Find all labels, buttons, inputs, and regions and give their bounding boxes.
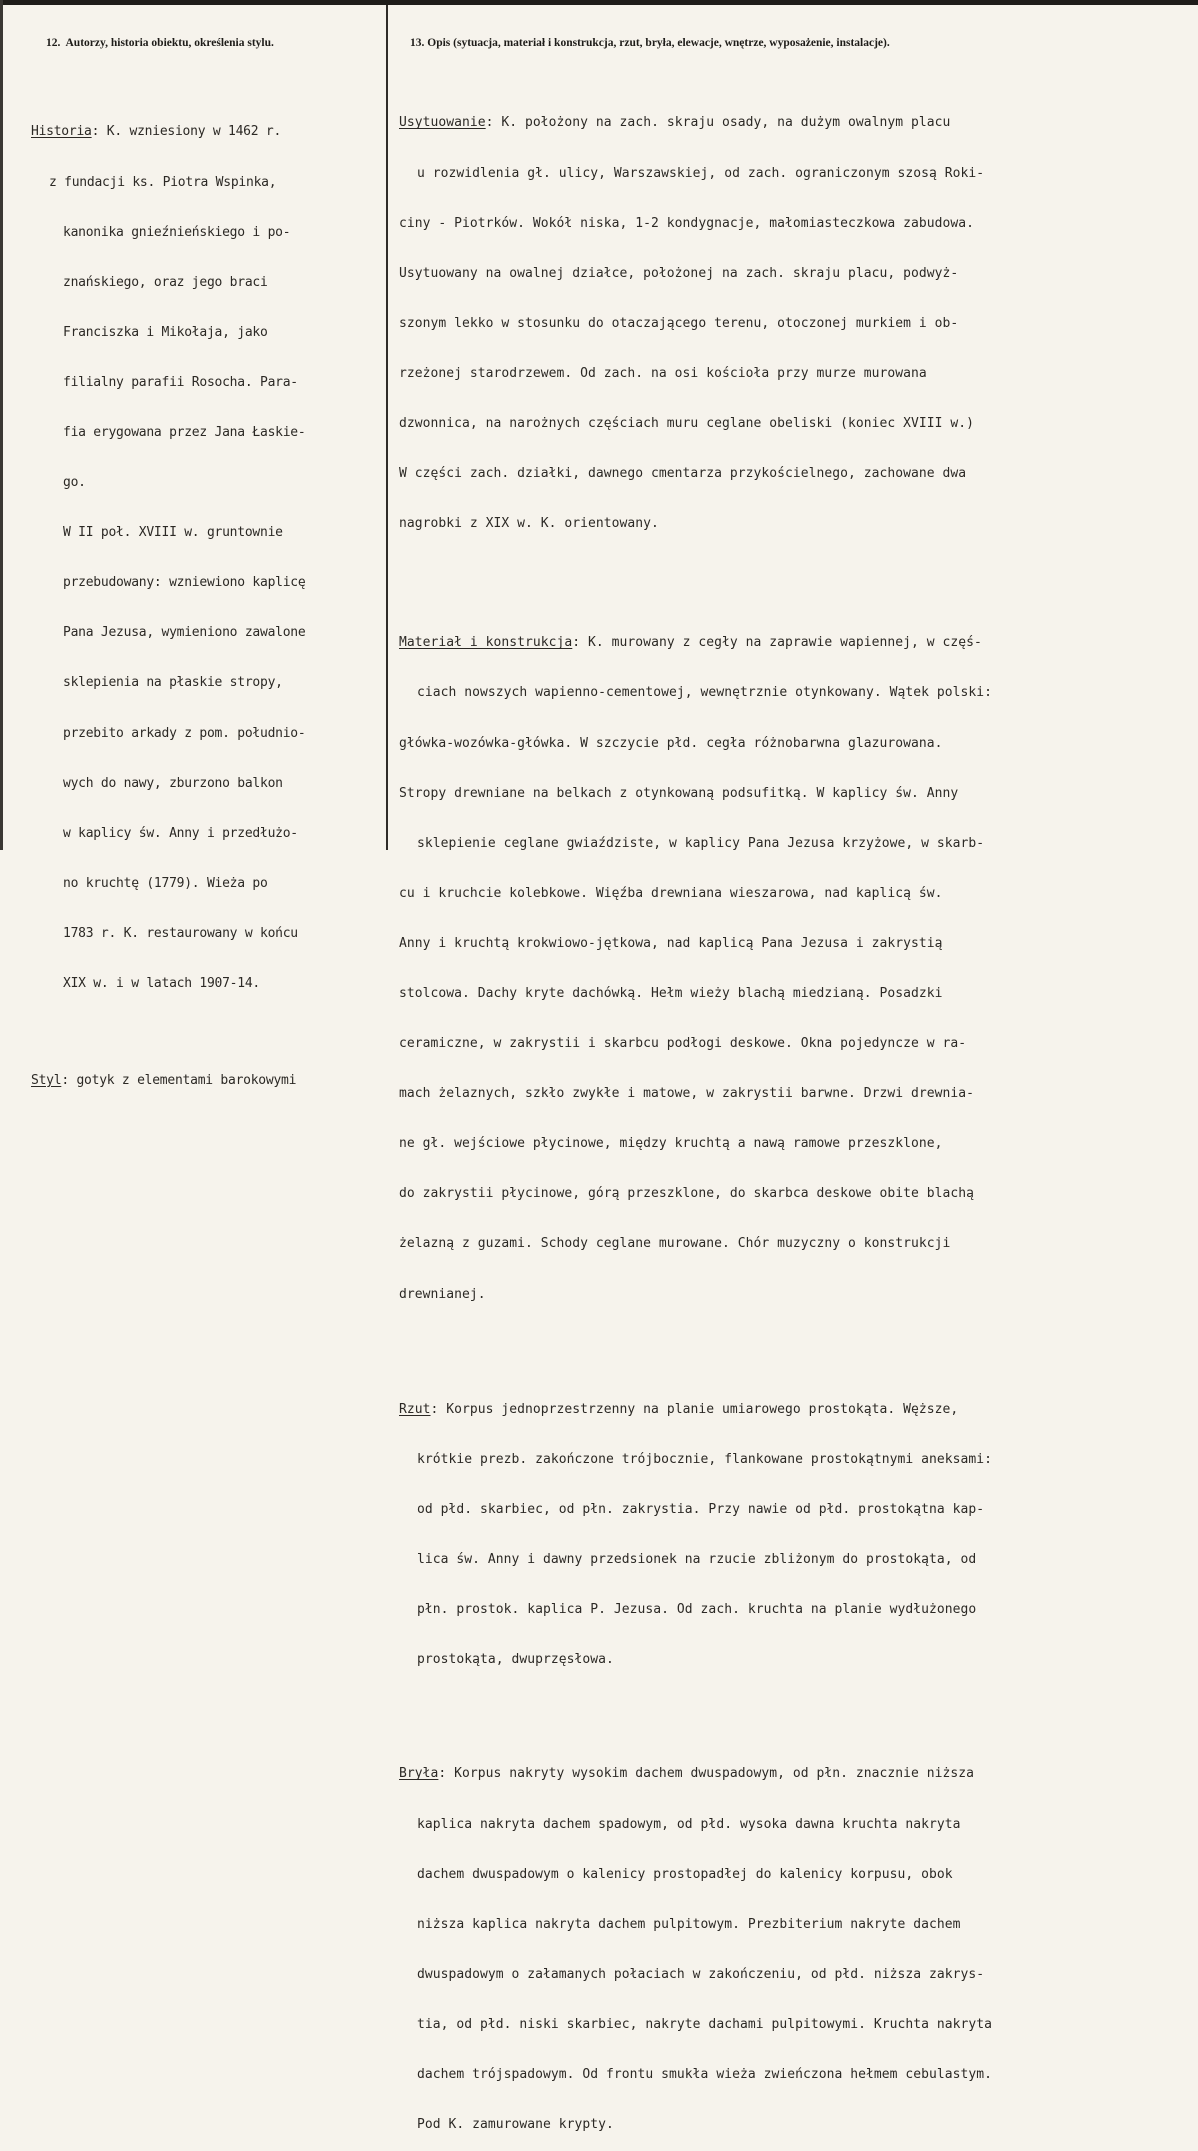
material-line: Stropy drewniane na belkach z otynkowaną podsufitką. W kaplicy św. Anny [399, 785, 959, 801]
column-divider [386, 5, 388, 850]
material-label: Materiał i konstrukcja [399, 635, 573, 651]
section-12-number: 12. [46, 37, 61, 49]
rzut-line: : Korpus jednoprzestrzenny na planie umiarowego prostokąta. Węższe, [430, 1401, 959, 1417]
usytuowanie-line: Usytuowany na owalnej działce, położonej na zach. skraju placu, podwyż- [399, 265, 959, 281]
section-12-title: Autorzy, historia obiektu, określenia stylu. [65, 37, 274, 49]
section-13-title: Opis [427, 37, 451, 49]
usytuowanie-line: szonym lekko w stosunku do otaczającego terenu, otoczonej murkiem i ob- [399, 315, 959, 331]
bryla-line: : Korpus nakryty wysokim dachem dwuspadowym, od płn. znacznie niższa [438, 1766, 975, 1782]
usytuowanie-line: W części zach. działki, dawnego cmentarza przykościelnego, zachowane dwa [399, 466, 967, 482]
rzut-line: lica św. Anny i dawny przedsionek na rzucie zbliżonym do prostokąta, od [417, 1552, 977, 1568]
bryla-line: dachem dwuspadowym o kalenicy prostopadłej do kalenicy korpusu, obok [417, 1866, 953, 1882]
material-line: stolcowa. Dachy kryte dachówką. Hełm wieży blachą miedzianą. Posadzki [399, 986, 943, 1002]
section-13-number: 13. [410, 37, 425, 49]
historia-line: sklepienia na płaskie stropy, [63, 675, 283, 691]
styl-text: : gotyk z elementami barokowymi [61, 1072, 297, 1088]
bryla-line: Pod K. zamurowane krypty. [417, 2117, 614, 2133]
material-line: cu i kruchcie kolebkowe. Więźba drewniana wieszarowa, nad kaplicą św. [399, 885, 943, 901]
historia-line: Pana Jezusa, wymieniono zawalone [63, 625, 306, 641]
bryla-label: Bryła [399, 1766, 439, 1782]
section-13-header [410, 37, 890, 49]
usytuowanie-line: rzeżonej starodrzewem. Od zach. na osi kościoła przy murze murowana [399, 365, 927, 381]
historia-line: fia erygowana przez Jana Łaskie- [63, 424, 306, 440]
usytuowanie-line: dzwonnica, na narożnych częściach muru ceglane obeliski (koniec XVIII w.) [399, 415, 974, 431]
historia-line: 1783 r. K. restaurowany w końcu [63, 925, 298, 941]
material-line: mach żelaznych, szkło zwykłe i matowe, w zakrystii barwne. Drzwi drewnia- [399, 1086, 974, 1102]
historia-line: przebudowany: wzniewiono kaplicę [63, 575, 306, 591]
section-12-header [46, 37, 274, 49]
material-line: żelazną z guzami. Schody ceglane murowane. Chór muzyczny o konstrukcji [399, 1236, 951, 1252]
material-line: : K. murowany z cegły na zaprawie wapiennej, w częś- [572, 635, 982, 651]
rzut-line: prostokąta, dwuprzęsłowa. [417, 1652, 614, 1668]
rzut-label: Rzut [399, 1401, 431, 1417]
usytuowanie-line: u rozwidlenia gł. ulicy, Warszawskiej, od zach. ograniczonym szosą Roki- [417, 165, 985, 181]
historia-line: przebito arkady z pom. południo- [63, 725, 306, 741]
material-line: ceramiczne, w zakrystii i skarbcu podłogi deskowe. Okna pojedyncze w ra- [399, 1036, 967, 1052]
usytuowanie-line: : K. położony na zach. skraju osady, na dużym owalnym placu [485, 115, 951, 131]
material-line: drewnianej. [399, 1286, 486, 1302]
top-border [0, 0, 1198, 5]
history-column [31, 91, 305, 1106]
usytuowanie-label: Usytuowanie [399, 115, 486, 131]
historia-line: go. [63, 475, 86, 491]
section-13-subtitle: (sytuacja, materiał i konstrukcja, rzut, bryła, elewacje, wnętrze, wyposażenie, instalacje). [453, 37, 890, 49]
historia-line: W II poł. XVIII w. gruntownie [63, 525, 283, 541]
styl-label: Styl [31, 1072, 62, 1088]
bryla-line: kaplica nakryta dachem spadowym, od płd. wysoka dawna kruchta nakryta [417, 1816, 961, 1832]
historia-label: Historia [31, 124, 92, 140]
rzut-line: od płd. skarbiec, od płn. zakrystia. Przy nawie od płd. prostokątna kap- [417, 1501, 985, 1517]
historia-line: wych do nawy, zburzono balkon [63, 775, 283, 791]
historia-line: : K. wzniesiony w 1462 r. [91, 124, 282, 140]
rzut-line: krótkie prezb. zakończone trójbocznie, flankowane prostokątnymi aneksami: [417, 1451, 992, 1467]
historia-line: XIX w. i w latach 1907-14. [63, 976, 260, 991]
description-column [399, 82, 992, 2151]
historia-line: kanonika gnieźnieńskiego i po- [63, 224, 291, 240]
historia-line: filialny parafii Rosocha. Para- [63, 374, 298, 390]
historia-line: Franciszka i Mikołaja, jako [63, 324, 268, 340]
historia-line: w kaplicy św. Anny i przedłużo- [63, 825, 298, 841]
bryla-line: niższa kaplica nakryta dachem pulpitowym. Prezbiterium nakryte dachem [417, 1916, 961, 1932]
material-line: ciach nowszych wapienno-cementowej, wewnętrznie otynkowany. Wątek polski: [417, 685, 992, 701]
left-border [0, 0, 3, 850]
historia-line: znańskiego, oraz jego braci [63, 274, 268, 290]
material-line: sklepienie ceglane gwiaździste, w kaplicy Pana Jezusa krzyżowe, w skarb- [417, 835, 985, 851]
bryla-line: tia, od płd. niski skarbiec, nakryte dachami pulpitowymi. Kruchta nakryta [417, 2016, 992, 2032]
material-line: główka-wozówka-główka. W szczycie płd. cegła różnobarwna glazurowana. [399, 735, 943, 751]
usytuowanie-line: ciny - Piotrków. Wokół niska, 1-2 kondygnacje, małomiasteczkowa zabudowa. [399, 215, 974, 231]
usytuowanie-line: nagrobki z XIX w. K. orientowany. [399, 516, 659, 532]
bryla-line: dwuspadowym o załamanych połaciach w zakończeniu, od płd. niższa zakrys- [417, 1966, 985, 1982]
historia-line: no kruchtę (1779). Wieża po [63, 875, 268, 891]
historia-line: z fundacji ks. Piotra Wspinka, [49, 174, 277, 190]
rzut-line: płn. prostok. kaplica P. Jezusa. Od zach. kruchta na planie wydłużonego [417, 1602, 977, 1618]
bryla-line: dachem trójspadowym. Od frontu smukła wieża zwieńczona hełmem cebulastym. [417, 2067, 992, 2083]
material-line: Anny i kruchtą krokwiowo-jętkowa, nad kaplicą Pana Jezusa i zakrystią [399, 935, 943, 951]
material-line: do zakrystii płycinowe, górą przeszklone, do skarbca deskowe obite blachą [399, 1186, 974, 1202]
material-line: ne gł. wejściowe płycinowe, między kruchtą a nawą ramowe przeszklone, [399, 1136, 943, 1152]
